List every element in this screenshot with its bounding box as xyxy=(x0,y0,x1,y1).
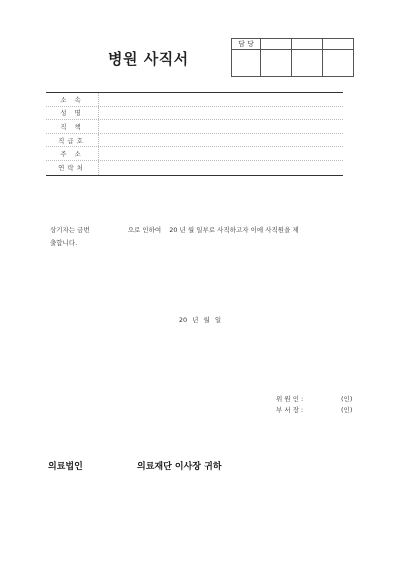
info-value-field[interactable] xyxy=(98,134,343,147)
statement-line-2: 출합니다. xyxy=(50,239,78,247)
info-label: 직 책 xyxy=(60,122,84,131)
date-line: 20 년 월 일 xyxy=(178,316,222,324)
info-value-field[interactable] xyxy=(98,147,343,160)
manager-seal: (인) xyxy=(341,406,353,414)
info-row-contact xyxy=(46,161,343,175)
approval-label: 담 당 xyxy=(232,39,261,50)
info-label: 소 속 xyxy=(60,95,84,104)
document-title: 병원 사직서 xyxy=(108,50,189,68)
info-value-field[interactable] xyxy=(98,161,343,175)
info-label: 직급호 xyxy=(58,136,86,145)
approval-stamp-box xyxy=(231,38,354,77)
approval-cell-1 xyxy=(261,39,292,50)
statement-part-b: 으로 인하여 xyxy=(127,226,162,234)
info-value-field[interactable] xyxy=(98,107,343,120)
info-value-field[interactable] xyxy=(98,120,343,133)
footer-corporation: 의료법인 xyxy=(48,462,83,472)
info-row-grade xyxy=(46,134,343,148)
statement-part-c: 20 년 월 일부로 사직하고자 이에 사직원을 제 xyxy=(169,226,299,234)
manager-label: 부 서 장 : xyxy=(276,406,304,414)
info-row-address xyxy=(46,147,343,161)
info-label: 연락처 xyxy=(58,164,86,173)
resignation-statement xyxy=(50,224,354,250)
approval-cell-3 xyxy=(323,39,354,50)
statement-part-a: 상기자는 금번 xyxy=(50,226,90,234)
approval-sign-1 xyxy=(261,50,292,77)
info-row-affiliation xyxy=(46,93,343,107)
approval-sign-2 xyxy=(292,50,323,77)
info-label: 성 명 xyxy=(60,109,84,118)
personal-info-table xyxy=(46,92,343,176)
info-row-name xyxy=(46,107,343,121)
signer-seal: (인) xyxy=(341,395,353,403)
info-value-field[interactable] xyxy=(98,93,343,106)
info-row-position xyxy=(46,120,343,134)
approval-sign-3 xyxy=(323,50,354,77)
approval-sign-0 xyxy=(232,50,261,77)
approval-cell-2 xyxy=(292,39,323,50)
signer-label: 위 원 인 : xyxy=(276,395,304,403)
footer-addressee: 의료재단 이사장 귀하 xyxy=(137,462,222,472)
info-label: 주 소 xyxy=(60,150,84,159)
